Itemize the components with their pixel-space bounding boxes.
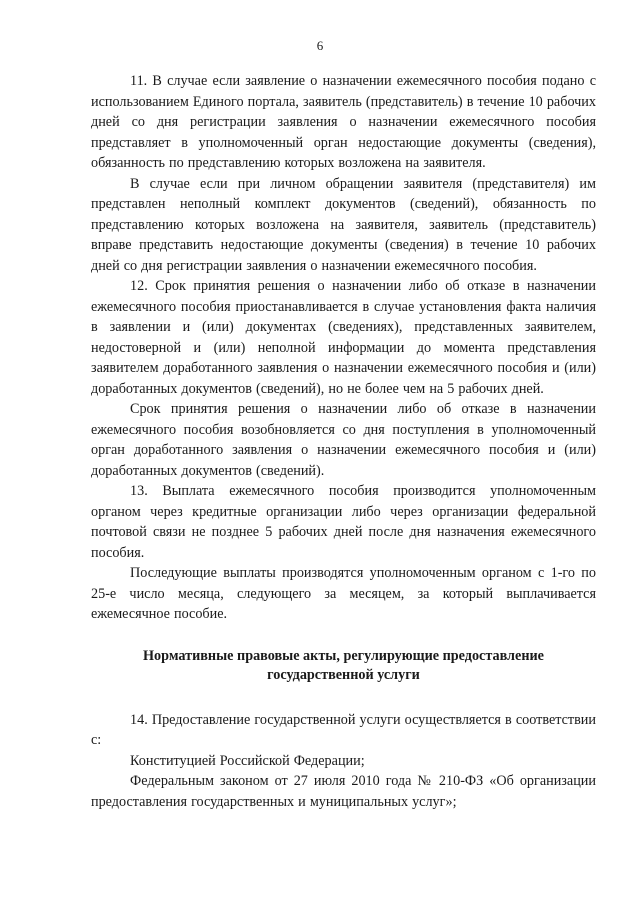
section-heading-line-2: государственной услуги [267, 666, 420, 683]
paragraph-12-resumption: Срок принятия решения о назначении либо об отказе в назначении ежемесячного пособия возобновляется со дня поступления в уполномоченный орган доработанного заявления о назначении ежемесячного пособия и (или) доработанных документов (сведений). [91, 401, 596, 479]
paragraph-14: 14. Предоставление государственной услуги осуществляется в соответствии с: [91, 711, 596, 748]
list-item-federal-law-210: Федеральным законом от 27 июля 2010 года № 210-ФЗ «Об организации предоставления государственных и муниципальных услуг»; [91, 773, 596, 810]
paragraph-13: 13. Выплата ежемесячного пособия производится уполномоченным органом через кредитные организации либо через организации федеральной почтовой связи не позднее 5 рабочих дней после дня назначения ежемесячного пособия. [91, 483, 596, 561]
section-heading [91, 647, 596, 685]
paragraph-12: 12. Срок принятия решения о назначении либо об отказе в назначении ежемесячного пособия приостанавливается в случае установления факта наличия в заявлении и (или) документах (сведениях), представленных заявителем, недостоверной и (или) неполной информации до момента представления заявителем доработанного заявления о назначении ежемесячного пособия и (или) доработанных документов (сведений), но не более чем на 5 рабочих дней. [91, 278, 596, 397]
list-item-constitution: Конституцией Российской Федерации; [130, 752, 365, 769]
paragraph-11: 11. В случае если заявление о назначении ежемесячного пособия подано с использованием Единого портала, заявитель (представитель) в течение 10 рабочих дней со дня регистрации заявления о назначении ежемесячного пособия представляет в уполномоченный орган недостающие документы (сведения), обязанность по представлению которых возложена на заявителя. [91, 73, 596, 171]
section-heading-line-1: Нормативные правовые акты, регулирующие предоставление [143, 647, 544, 664]
paragraph-11-personal-visit: В случае если при личном обращении заявителя (представителя) им представлен неполный комплект документов (сведений), обязанность по представлению которых возложена на заявителя, заявитель (представитель) вправе представить недостающие документы (сведения) в течение 10 рабочих дней со дня регистрации заявления о назначении ежемесячного пособия. [91, 175, 596, 274]
document-body [91, 71, 596, 812]
paragraph-13-subsequent-payments: Последующие выплаты производятся уполномоченным органом с 1-го по 25-е число месяца, следующего за месяцем, за который выплачивается ежемесячное пособие. [91, 565, 596, 622]
page-number: 6 [316, 38, 324, 53]
